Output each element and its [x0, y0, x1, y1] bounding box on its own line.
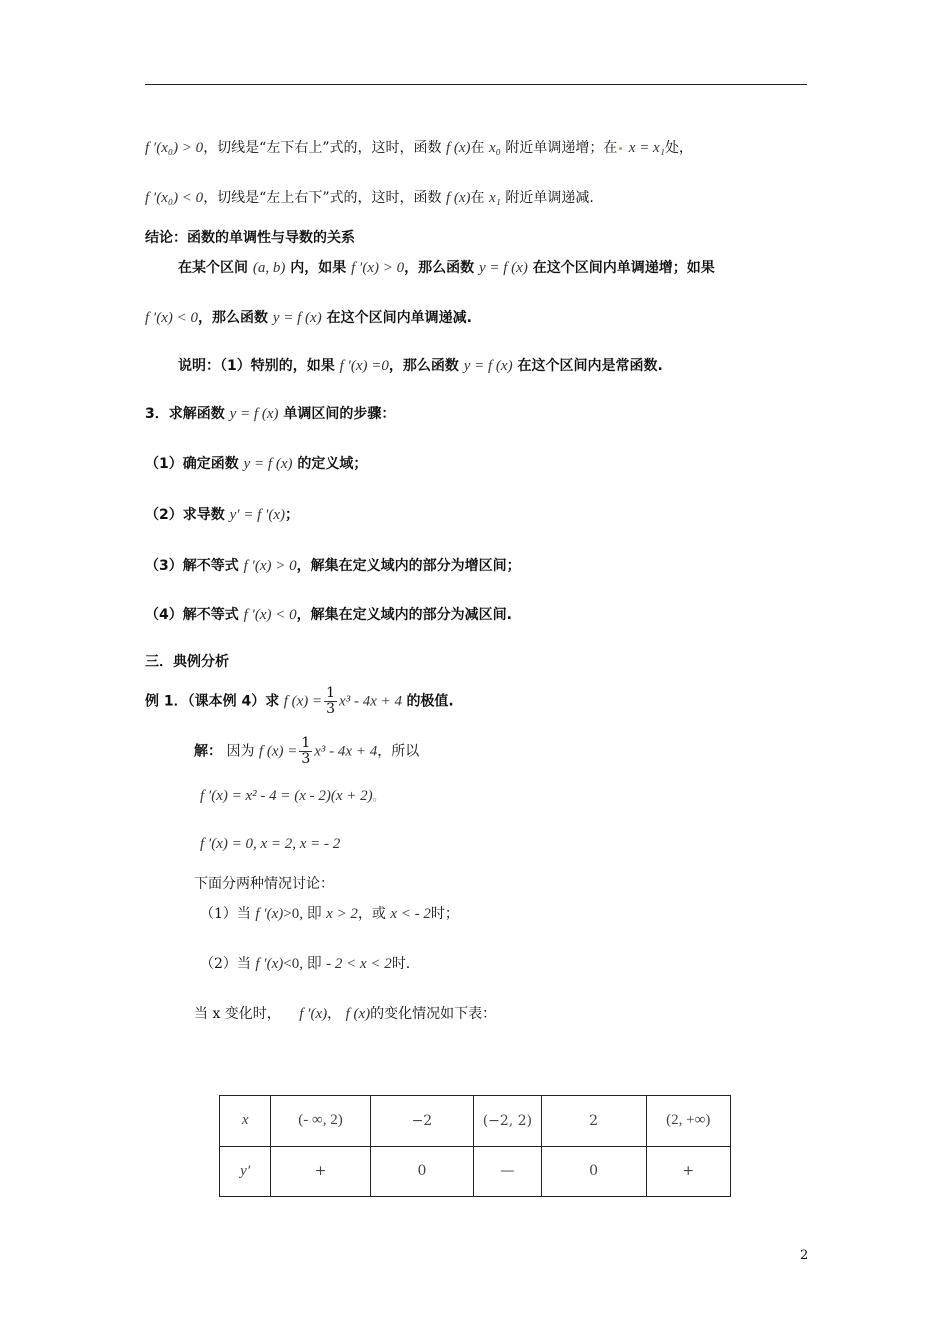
text: ， [327, 1006, 342, 1022]
text: （3）解不等式 [145, 558, 239, 574]
example-1 [145, 686, 454, 717]
math-expr: f ′(x) < 0 [145, 310, 198, 326]
math-expr: y = f (x) [243, 456, 293, 472]
text-line-2 [145, 188, 594, 208]
text: 在 [470, 140, 485, 156]
text: ，那么函数 [404, 260, 475, 276]
note-line [178, 356, 663, 376]
table-cell: — [474, 1146, 541, 1197]
text: （2）当 [200, 956, 251, 972]
table-cell: (2, +∞) [646, 1096, 731, 1147]
case-2 [200, 954, 410, 974]
math-expr: x > 2 [326, 906, 358, 922]
text: ，那么函数 [197, 310, 268, 326]
math-expr: y = f (x) [229, 406, 279, 422]
table-cell: + [646, 1146, 731, 1197]
text: （1）当 [200, 906, 251, 922]
text: 单调区间的步骤： [283, 406, 396, 422]
section-3-heading [145, 404, 395, 424]
text: 附近单调递减. [505, 190, 594, 206]
math-expr: y = f (x) [463, 358, 513, 374]
conclusion-heading: 结论：函数的单调性与导数的关系 [145, 230, 355, 246]
math-expr: f (x) [445, 140, 471, 156]
math-expr: y = f (x) [478, 260, 528, 276]
math-expr: >0, 即 [283, 906, 322, 922]
step-1 [145, 454, 367, 474]
table-cell: (−2, 2) [474, 1096, 541, 1147]
math-expr: x = x₁ [628, 140, 665, 156]
text: 在某个区间 [178, 260, 248, 276]
mark-dot [619, 147, 622, 150]
text: ，所以 [377, 743, 420, 760]
math-expr: f ′(x) > 0 [243, 558, 297, 574]
text: 时； [430, 906, 459, 922]
numerator: 1 [326, 685, 336, 701]
text: 的定义域； [297, 456, 368, 472]
text-line-1 [145, 138, 693, 158]
text: 说明：（1）特别的，如果 [178, 358, 335, 374]
math-expr: x³ - 4x + 4 [314, 743, 378, 760]
math-expr: x < - 2 [390, 906, 431, 922]
text: （1）确定函数 [145, 456, 239, 472]
math-expr: (a, b) [252, 260, 286, 276]
math-expr: <0, 即 [283, 956, 322, 972]
math-expr: f ′(x) [255, 956, 284, 972]
text: （2）求导数 [145, 507, 225, 523]
math-expr: f ′(x) < 0 [243, 607, 297, 623]
math-expr: f ′(x) [255, 906, 284, 922]
step-2 [145, 505, 299, 525]
fraction [324, 686, 337, 717]
text: （4）解不等式 [145, 607, 239, 623]
text: ，切线是“左下右上”式的，这时，函数 [203, 140, 442, 156]
numerator: 1 [301, 735, 311, 751]
derivative-line [200, 786, 384, 807]
math-expr: f ′(x) [299, 1006, 328, 1022]
table-row [220, 1096, 731, 1147]
text: 在这个区间内是常函数. [517, 358, 663, 374]
text: ，那么函数 [388, 358, 459, 374]
math-expr: f ′(x) =0 [339, 358, 389, 374]
table-cell: 0 [370, 1146, 473, 1197]
math-expr: x₀ [489, 140, 501, 156]
text: 当 x 变化时， [194, 1006, 281, 1022]
text: 处， [664, 140, 693, 156]
roots-line [200, 834, 340, 854]
math-expr: f ′(x₀) > 0 [145, 140, 204, 156]
denominator: 3 [301, 751, 311, 767]
text: 例 1．（课本例 4）求 [145, 693, 280, 710]
header-rule [145, 84, 807, 85]
table-cell: + [271, 1146, 370, 1197]
variation-intro [194, 1004, 496, 1024]
math-expr: - 2 < x < 2 [326, 956, 392, 972]
conclusion-line-1 [178, 258, 715, 278]
text: 的极值. [406, 693, 454, 710]
text: 因为 [226, 743, 255, 760]
cases-intro: 下面分两种情况讨论： [194, 876, 334, 892]
text: 在这个区间内单调递增；如果 [532, 260, 715, 276]
math-expr: f (x) [445, 190, 471, 206]
table-cell: −2 [370, 1096, 473, 1147]
text: 。 [372, 790, 384, 803]
fraction [299, 736, 312, 767]
text: ，解集在定义域内的部分为减区间. [296, 607, 512, 623]
table-row [220, 1146, 731, 1197]
math-expr: f ′(x₀) < 0 [145, 190, 204, 206]
math-expr: f ′(x) = 0, x = 2, x = - 2 [200, 836, 341, 852]
table-cell: (- ∞, 2) [271, 1096, 370, 1147]
text: ，解集在定义域内的部分为增区间； [296, 558, 521, 574]
step-3 [145, 556, 521, 576]
math-expr: f (x) = [283, 693, 323, 710]
text: 附近单调递增；在 [505, 140, 618, 156]
text: 解： [194, 743, 222, 760]
page-number: 2 [800, 1248, 809, 1263]
table-cell: y′ [220, 1146, 271, 1197]
math-expr: f (x) [345, 1006, 371, 1022]
text: 内，如果 [290, 260, 347, 276]
math-expr: f ′(x) > 0 [351, 260, 405, 276]
denominator: 3 [326, 701, 336, 717]
math-expr: f (x) = [258, 743, 298, 760]
text: ； [285, 507, 300, 523]
text: 时. [391, 956, 411, 972]
text: 的变化情况如下表： [370, 1006, 497, 1022]
math-expr: f ′(x) = x² - 4 = (x - 2)(x + 2) [200, 788, 373, 804]
step-4 [145, 605, 512, 625]
math-expr: x₁ [489, 190, 501, 206]
math-expr: x³ - 4x + 4 [339, 693, 402, 710]
case-1 [200, 904, 459, 924]
text: ，或 [357, 906, 386, 922]
table-cell: 0 [541, 1146, 646, 1197]
text: 3．求解函数 [145, 406, 225, 422]
variation-table [219, 1095, 731, 1197]
conclusion-line-2 [145, 308, 472, 328]
table-cell: x [220, 1096, 271, 1147]
text: 在 [470, 190, 485, 206]
solution-line [194, 736, 419, 767]
math-expr: y = f (x) [272, 310, 322, 326]
text: ，切线是“左上右下”式的，这时，函数 [203, 190, 442, 206]
table-cell: 2 [541, 1096, 646, 1147]
section-heading-examples: 三．典例分析 [145, 654, 229, 670]
text: 在这个区间内单调递减. [326, 310, 472, 326]
math-expr: y′ = f ′(x) [229, 507, 286, 523]
